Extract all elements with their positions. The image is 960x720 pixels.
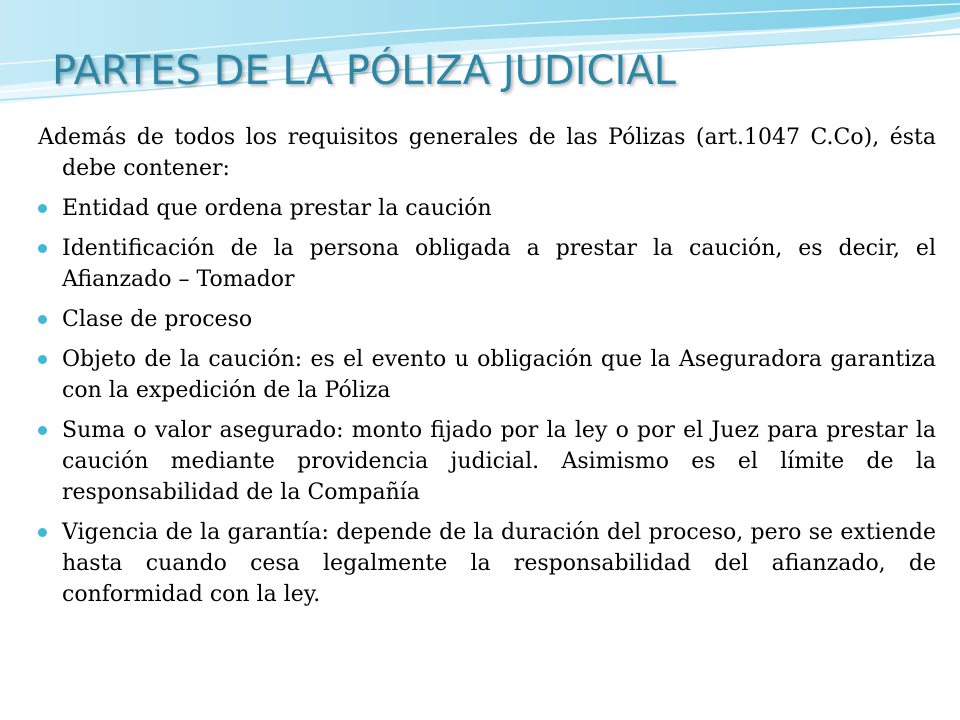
bullet-item — [38, 304, 936, 335]
bullet-icon — [38, 315, 47, 324]
bullet-icon — [38, 355, 47, 364]
bullet-text: Identificación de la persona obligada a prestar la caución, es decir, el Afianzado – Tomador — [62, 236, 936, 292]
slide-title: PARTES DE LA PÓLIZA JUDICIAL — [52, 48, 676, 94]
bullet-icon — [38, 426, 47, 435]
slide-body — [38, 122, 936, 619]
bullet-icon — [38, 244, 47, 253]
bullet-text: Objeto de la caución: es el evento u obligación que la Aseguradora garantiza con la expedición de la Póliza — [62, 347, 936, 403]
bullet-item — [38, 193, 936, 224]
bullet-text: Entidad que ordena prestar la caución — [62, 196, 492, 221]
bullet-icon — [38, 204, 47, 213]
bullet-icon — [38, 528, 47, 537]
bullet-text: Clase de proceso — [62, 307, 253, 332]
bullet-item — [38, 233, 936, 295]
intro-paragraph: Además de todos los requisitos generales de las Pólizas (art.1047 C.Co), ésta debe contener: — [38, 125, 936, 181]
bullet-item — [38, 517, 936, 610]
bullet-text: Vigencia de la garantía: depende de la duración del proceso, pero se extiende hasta cuando cesa legalmente la responsabilidad del afianzado, de conformidad con la ley. — [62, 520, 936, 607]
bullet-text: Suma o valor asegurado: monto fijado por la ley o por el Juez para prestar la caución mediante providencia judicial. Asimismo es el límite de la responsabilidad de la Compañía — [62, 418, 936, 505]
bullet-list — [38, 193, 936, 610]
bullet-item — [38, 415, 936, 508]
bullet-item — [38, 344, 936, 406]
